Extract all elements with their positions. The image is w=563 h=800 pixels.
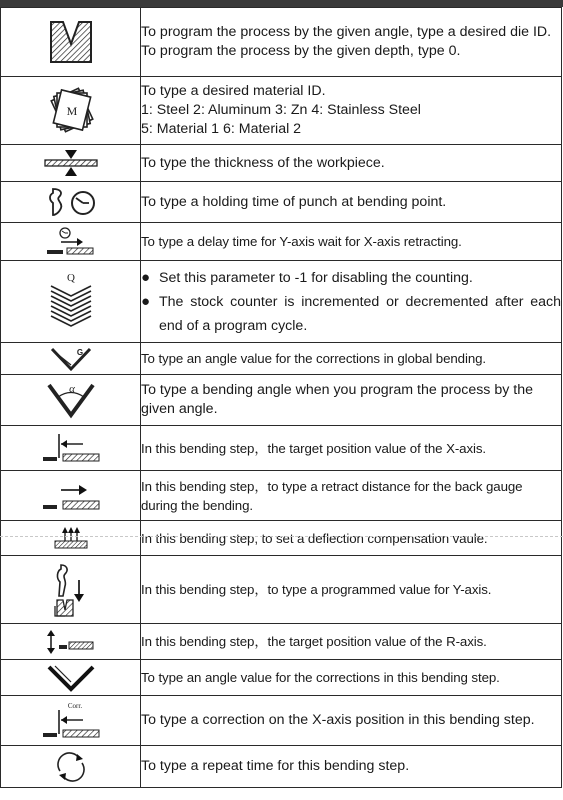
repeat-time-icon (53, 751, 89, 783)
description-cell (141, 223, 562, 261)
description-line: In this bending step，to type a programmed value for Y-axis. (141, 582, 492, 597)
description-line: To type a delay time for Y-axis wait for X-axis retracting. (141, 234, 462, 249)
description-cell (141, 343, 562, 375)
description-line: In this bending step，the target position value of the X-axis. (141, 440, 487, 456)
x-axis-correction-icon (39, 700, 103, 742)
table-row (1, 426, 562, 471)
description-cell (141, 8, 562, 77)
table-row (1, 343, 562, 375)
icon-cell (1, 223, 141, 261)
die-icon (47, 18, 95, 66)
bullet-dot-icon: ● (141, 268, 151, 286)
stock-counter-icon-label: Q (66, 271, 75, 284)
icon-cell (1, 521, 141, 556)
global-angle-correction-icon (46, 345, 96, 373)
x-axis-correction-icon-label: Corr. (67, 701, 82, 710)
table-row (1, 375, 562, 426)
x-axis-target-icon (39, 430, 103, 466)
icon-cell (1, 182, 141, 223)
icon-cell (1, 77, 141, 145)
description-line: To type a bending angle when you program the process by the given angle. (141, 382, 533, 417)
icon-cell (1, 343, 141, 375)
step-angle-correction-icon (45, 664, 97, 692)
description-line: 1: Steel 2: Aluminum 3: Zn 4: Stainless Steel (141, 102, 421, 118)
y-axis-value-icon (51, 562, 91, 618)
description-line: In this bending step，the target position value of the R-axis. (141, 634, 487, 649)
bending-angle-icon (43, 379, 99, 421)
description-line: In this bending step, to set a deflection compensation vaule. (141, 530, 488, 546)
icon-cell (1, 624, 141, 660)
description-line: To type an angle value for the corrections in global bending. (141, 351, 487, 366)
table-row (1, 696, 562, 746)
description-cell (141, 375, 562, 426)
global-angle-icon-label: G (76, 347, 83, 357)
table-row (1, 746, 562, 788)
r-axis-target-icon (43, 628, 99, 656)
icon-cell (1, 556, 141, 624)
description-line: To program the process by the given depth, type 0. (141, 43, 461, 59)
stock-counter-icon (46, 270, 96, 334)
table-row (1, 182, 562, 223)
description-line: To program the process by the given angle, type a desired die ID. (141, 24, 552, 40)
description-cell (141, 556, 562, 624)
table-row (1, 145, 562, 182)
bullet-item (141, 266, 561, 290)
table-row (1, 8, 562, 77)
material-icon-label: M (66, 103, 77, 118)
table-row (1, 223, 562, 261)
icon-cell (1, 145, 141, 182)
icon-cell (1, 471, 141, 521)
material-icon (43, 83, 99, 139)
description-cell (141, 145, 562, 182)
description-cell (141, 182, 562, 223)
table-row (1, 624, 562, 660)
description-line: To type a correction on the X-axis position in this bending step. (141, 712, 535, 728)
bullet-text: The stock counter is incremented or decremented after each end of a program cycle. (159, 293, 561, 334)
description-line: 5: Material 1 6: Material 2 (141, 121, 302, 137)
description-line: To type the thickness of the workpiece. (141, 154, 385, 171)
table-row (1, 521, 562, 556)
description-line: To type a repeat time for this bending step. (141, 758, 410, 774)
description-cell (141, 426, 562, 471)
table-row (1, 660, 562, 696)
description-line: To type a holding time of punch at bending point. (141, 193, 447, 210)
description-cell (141, 471, 562, 521)
bullet-dot-icon: ● (141, 292, 151, 310)
description-cell (141, 624, 562, 660)
bullet-item (141, 290, 561, 338)
icon-cell (1, 746, 141, 788)
icon-cell (1, 375, 141, 426)
table-row (1, 471, 562, 521)
icon-cell (1, 660, 141, 696)
deflection-compensation-icon (51, 525, 91, 551)
description-line: To type a desired material ID. (141, 83, 326, 99)
table-row (1, 261, 562, 343)
scan-dashed-line (0, 536, 563, 537)
icon-cell (1, 8, 141, 77)
description-cell (141, 77, 562, 145)
description-cell (141, 696, 562, 746)
holding-time-icon (39, 185, 103, 219)
description-cell (141, 521, 562, 556)
icon-cell (1, 261, 141, 343)
thickness-icon (41, 148, 101, 178)
table-row (1, 556, 562, 624)
retract-distance-icon (39, 478, 103, 514)
description-cell (141, 746, 562, 788)
description-cell (141, 261, 562, 343)
description-line: In this bending step，to type a retract distance for the back gauge during the bending. (141, 478, 523, 513)
bullet-text: Set this parameter to -1 for disabling the counting. (159, 269, 473, 286)
icon-cell (1, 426, 141, 471)
table-row (1, 77, 562, 145)
description-line: To type an angle value for the corrections in this bending step. (141, 670, 500, 685)
parameter-table (0, 7, 562, 788)
delay-time-icon (43, 226, 99, 258)
top-border-bar (0, 0, 563, 7)
bending-angle-icon-label: α (68, 383, 75, 395)
description-cell (141, 660, 562, 696)
icon-cell (1, 696, 141, 746)
